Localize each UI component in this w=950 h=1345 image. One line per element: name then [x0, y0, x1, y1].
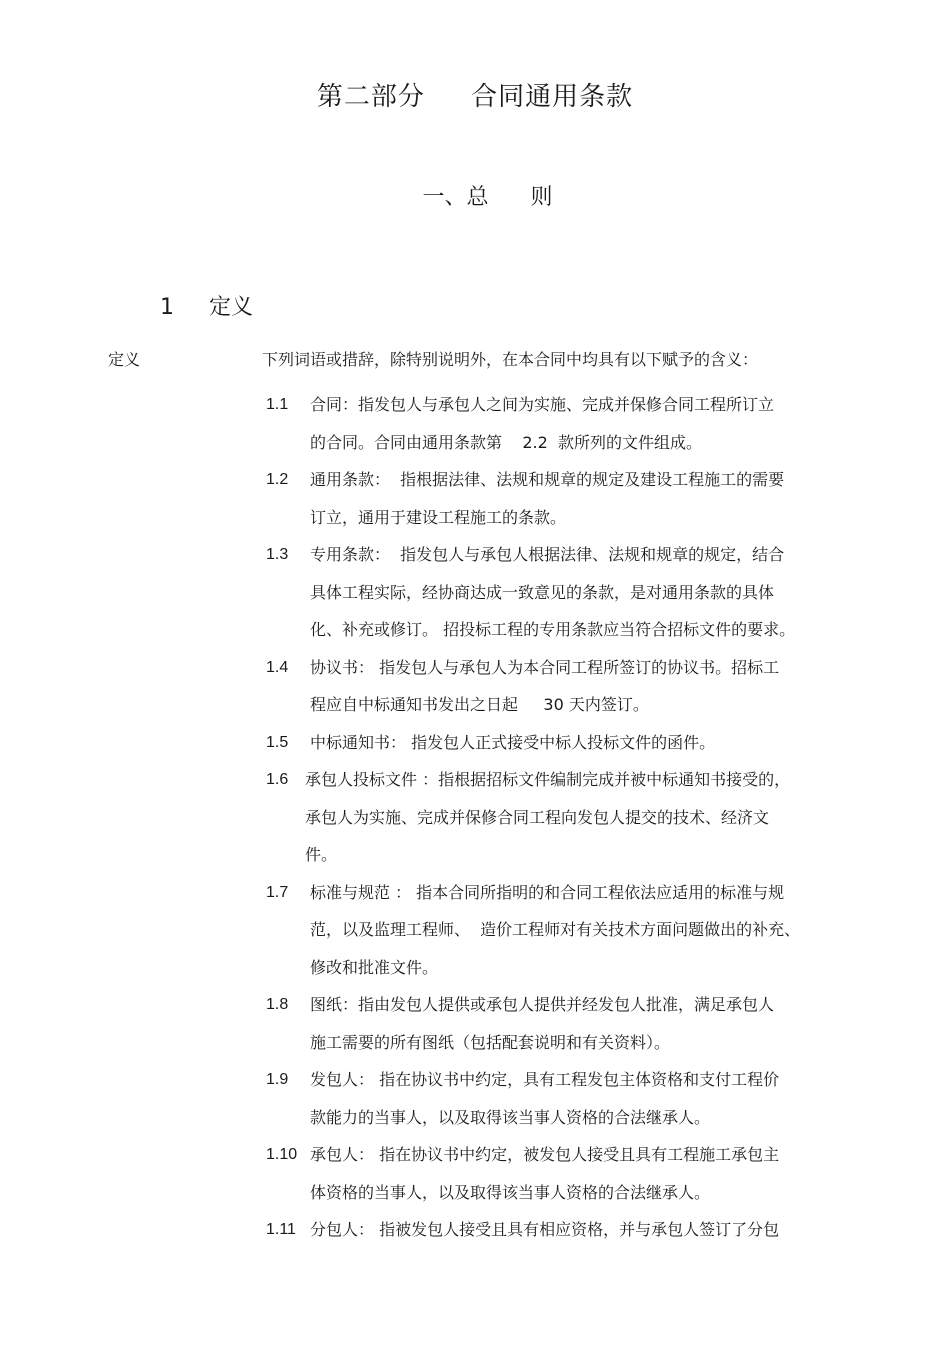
clause-1-9	[266, 1061, 866, 1136]
margin-label: 定义	[108, 350, 141, 369]
clause-text: 专用条款： 指发包人与承包人根据法律、法规和规章的规定，结合 具体工程实际，经协商达成一致意见的条款，是对通用条款的具体 化、补充或修订。 招投标工程的专用条款应当符合招标文件的要求。	[310, 545, 796, 639]
clause-text: 分包人： 指被发包人接受且具有相应资格，并与承包人签订了分包	[310, 1220, 780, 1239]
clause-number: 1.4	[266, 658, 289, 676]
clause-number: 1.10	[266, 1146, 298, 1163]
clause-text: 协议书： 指发包人与承包人为本合同工程所签订的协议书。招标工 程应自中标通知书发出之日起 30 天内签订。	[310, 657, 780, 714]
clause-1-1	[266, 386, 866, 461]
clause-1-8	[266, 986, 866, 1061]
clause-1-3	[266, 536, 866, 649]
clause-number: 1.6	[266, 771, 289, 788]
clause-text: 承包人投标文件 ：指根据招标文件编制完成并被中标通知书接受的， 承包人为实施、完成并保修合同工程向发包人提交的技术、经济文 件。	[305, 770, 791, 864]
clause-text: 合同：指发包人与承包人之间为实施、完成并保修合同工程所订立 的合同。合同由通用条款第 2.2 款所列的文件组成。	[310, 395, 775, 452]
clause-1-5	[266, 724, 866, 762]
clause-1-11	[266, 1211, 866, 1249]
clause-number: 1.7	[266, 883, 289, 901]
clause-1-2	[266, 461, 866, 536]
clause-number: 1.3	[266, 546, 289, 563]
clause-1-10	[266, 1136, 866, 1211]
intro-paragraph: 下列词语或措辞，除特别说明外，在本合同中均具有以下赋予的含义：	[262, 350, 759, 369]
clause-1-6	[266, 761, 866, 874]
clause-number: 1.11	[266, 1221, 296, 1238]
clause-text: 承包人： 指在协议书中约定，被发包人接受且具有工程施工承包主 体资格的当事人，以及取得该当事人资格的合法继承人。	[310, 1145, 780, 1202]
clause-number: 1.5	[266, 733, 289, 751]
section-heading: 1 定义	[160, 295, 253, 320]
chapter-title: 一、总 则	[422, 185, 553, 210]
clause-number: 1.8	[266, 996, 289, 1013]
clause-text: 标准与规范 ： 指本合同所指明的和合同工程依法应适用的标准与规 范，以及监理工程师、 造价工程师对有关技术方面问题做出的补充、 修改和批准文件。	[310, 882, 801, 977]
clause-1-7	[266, 874, 866, 987]
clause-number: 1.2	[266, 471, 289, 488]
clause-number: 1.9	[266, 1071, 289, 1088]
clause-text: 通用条款： 指根据法律、法规和规章的规定及建设工程施工的需要 订立，通用于建设工程施工的条款。	[310, 470, 785, 527]
clause-1-4	[266, 649, 866, 724]
clause-number: 1.1	[266, 396, 289, 413]
page-title: 第二部分 合同通用条款	[316, 82, 634, 112]
clause-text: 图纸：指由发包人提供或承包人提供并经发包人批准，满足承包人 施工需要的所有图纸（包括配套说明和有关资料）。	[310, 995, 775, 1052]
clause-text: 中标通知书： 指发包人正式接受中标人投标文件的函件。	[310, 732, 716, 752]
clause-list	[266, 386, 866, 1249]
clause-text: 发包人： 指在协议书中约定，具有工程发包主体资格和支付工程价 款能力的当事人，以及取得该当事人资格的合法继承人。	[310, 1070, 780, 1127]
